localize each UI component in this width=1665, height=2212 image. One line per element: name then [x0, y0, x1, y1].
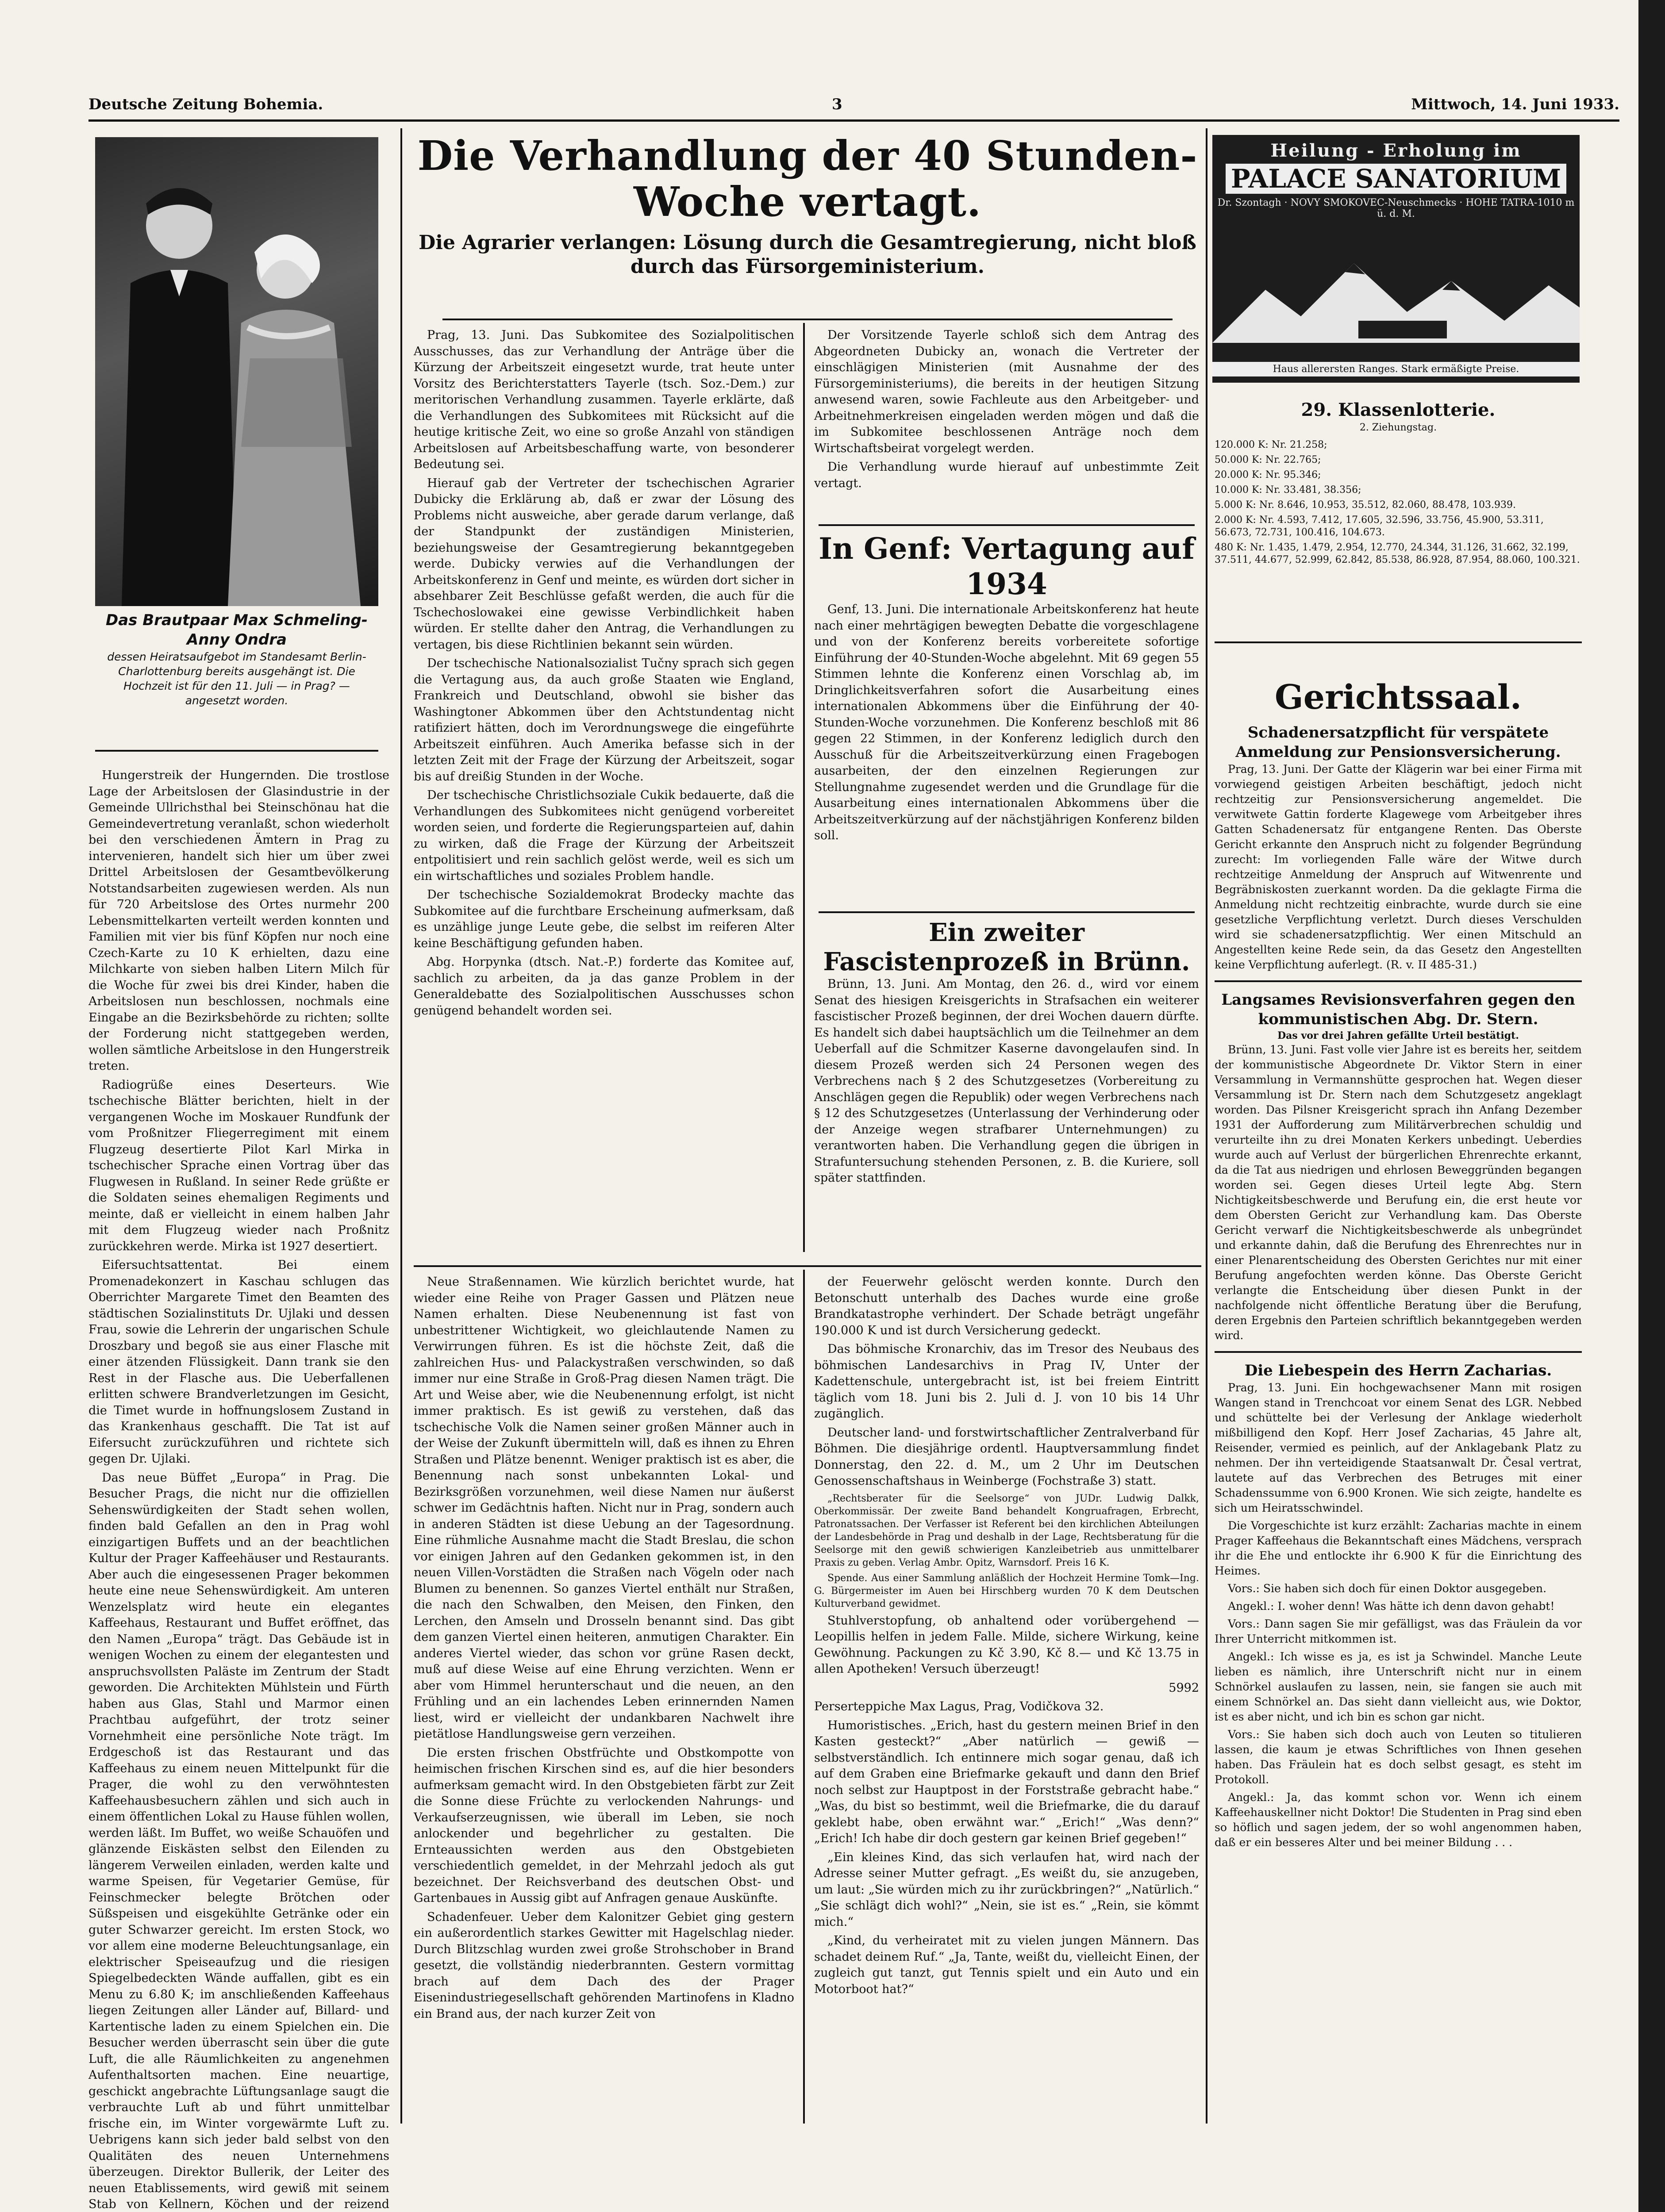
sanatorium-ad — [1212, 135, 1580, 383]
photo-caption-text: dessen Heiratsaufgebot im Standesamt Berlin-Charlottenburg bereits ausgehängt ist. Die Hochzeit ist für den 11. Juli — in Prag? — angesetzt worden. — [107, 650, 366, 707]
lead-para: Abg. Horpynka (dtsch. Nat.-P.) forderte das Komitee auf, sachlich zu arbeiten, da ja das ganze Problem in der Generaldebatte des Sozialpolitischen Ausschusses schon genügend behandelt worden sei. — [414, 955, 794, 1018]
lottery-line: 5.000 K: Nr. 8.646, 10.953, 35.512, 82.060, 88.478, 103.939. — [1215, 499, 1516, 511]
lead-para: Prag, 13. Juni. Das Subkomitee des Sozialpolitischen Ausschusses, das zur Verhandlung der Anträge über die Kürzung der Arbeitszeit eingesetzt wurde, trat heute unter Vorsitz des Berichterstatters Tayerle (tsch. Soz.-Dem.) zur meritorischen Verhandlung zusammen. Tayerle erklärte, daß die Verhandlungen des Subkomitees mit Rücksicht auf die heutige kritische Zeit, wo eine so große Anzahl von ständigen Arbeitslosen auf Arbeitsbeschaffung warte, von besonderer Bedeutung sei. — [414, 328, 794, 471]
column-1 — [88, 768, 389, 2211]
column-bottom-mid — [814, 1274, 1199, 2119]
article-eifersucht: Eifersuchtsattentat. Bei einem Promenadekonzert in Kaschau schlugen das Oberrichter Margarete Timet den Beamten des städtischen Sozialinstituts Dr. Ujlaki und dessen Frau, sowie die Lehrerin der ungarischen Schule Droszbary und begoß sie aus einer Flasche mit einer ätzenden Flüssigkeit. Dann trank sie den Rest in der Flasche aus. Die Ueberfallenen erlitten schwere Brandverletzungen im Gesicht, die Timet wurde in hoffnungslosem Zustand in das Krankenhaus geschafft. Die Tat ist auf Eifersucht zurückzuführen und richtete sich gegen Dr. Ujlaki. — [88, 1258, 389, 1466]
ad-line4: Haus allerersten Ranges. Stark ermäßigte Preise. — [1212, 362, 1580, 376]
gericht-para: Angekl.: Ja, das kommt schon vor. Wenn ich einem Kaffeehauskellner nicht Doktor! Die Studenten in Prag sind eben so höflich und sagen jedem, der so wohl angenommen haben, daß er ein besseres Alter und bei meiner Bildung . . . — [1215, 1791, 1582, 1849]
lead-header — [414, 133, 1201, 323]
ad-number: 5992 — [1169, 1681, 1199, 1695]
issue-date: Mittwoch, 14. Juni 1933. — [1411, 96, 1619, 113]
lottery-line: 480 K: Nr. 1.435, 1.479, 2.954, 12.770, 24.344, 31.126, 31.662, 32.199, 37.511, 44.677, 52.999, 62.842, 85.538, 86.928, 87.954, 88.060, 100.321. — [1215, 541, 1580, 565]
column-rule — [1206, 128, 1207, 2124]
text-block: der Feuerwehr gelöscht werden konnte. Durch den Betonschutt unterhalb des Daches wurde eine große Brandkatastrophe verhindert. Der Schade beträgt ungefähr 190.000 K und ist durch Versicherung gedeckt. — [814, 1275, 1199, 1337]
gericht-para: Angekl.: I. woher denn! Was hätte ich denn davon gehabt! — [1228, 1600, 1555, 1613]
page-number: 3 — [832, 96, 842, 113]
article-schadenfeuer: Schadenfeuer. Ueber dem Kalonitzer Gebiet ging gestern ein außerordentlich starkes Gewitter mit Hagelschlag nieder. Durch Blitzschlag wurden zwei große Strohschober in Brand gesetzt, die vollständig niederbrannten. Gestern vormittag brach auf dem Dach des der Prager Eisenindustriegesellschaft gehörenden Martinofens in Kladno ein Brand aus, der nach kurzer Zeit von — [414, 1910, 794, 2021]
text-block: „Rechtsberater für die Seelsorge“ von JUDr. Ludwig Dalkk, Oberkommissär. Der zweite Band behandelt Kongruafragen, Erbrecht, Patronatssachen. Der Verfasser ist Referent bei den kirchlichen Abteilungen der Landesbehörde in Prag und deshalb in der Lage, Rechtsberatung für die Seelsorge mit den gewiß schwierigen Kanzleibetrieb aus unmittelbarer Praxis zu geben. Verlag Ambr. Opitz, Warnsdorf. Preis 16 K. — [814, 1493, 1199, 1568]
text-block: Das böhmische Kronarchiv, das im Tresor des Neubaus des böhmischen Landesarchivs in Prag IV, Unter der Kadettenschule, untergebracht ist, ist bei freiem Eintritt täglich vom 18. Juni bis 2. Juli d. J. von 10 bis 14 Uhr zugänglich. — [814, 1342, 1199, 1421]
ad-text: Perserteppiche Max Lagus, Prag, Vodičkova 32. — [814, 1700, 1104, 1713]
gericht-sub2: Langsames Revisionsverfahren gegen den kommunistischen Abg. Dr. Stern. — [1221, 991, 1575, 1028]
photo-title: Das Brautpaar Max Schmeling-Anny Ondra — [106, 611, 368, 649]
text-block: Deutscher land- und forstwirtschaftlicher Zentralverband für Böhmen. Die diesjährige ordentl. Hauptversammlung findet Donnerstag, den 22. d. M., um 2 Uhr im Deutschen Genossenschaftshaus in Weinberge (Fochstraße 3) statt. — [814, 1425, 1199, 1488]
gericht-para: Vors.: Sie haben sich doch auch von Leuten so titulieren lassen, die kaum je etwas Schriftliches von Ihnen gesehen haben. Das Fräulein hat es doch selbst gesagt, es steht im Protokoll. — [1215, 1728, 1582, 1786]
couple-illustration — [95, 137, 378, 606]
column-rule — [803, 1270, 805, 2124]
divider — [819, 911, 1195, 913]
divider — [819, 524, 1195, 526]
brunn-article — [814, 918, 1199, 1259]
lead-subhead: Die Agrarier verlangen: Lösung durch die Gesamtregierung, nicht bloß durch das Fürsorgeministerium. — [419, 231, 1196, 278]
gericht-para: Vors.: Sie haben sich doch für einen Doktor ausgegeben. — [1228, 1582, 1547, 1595]
lead-para: Der tschechische Christlichsoziale Cukik bedauerte, daß die Verhandlungen des Subkomitees nicht genügend vorbereitet worden seien, und forderte die Regierungsparteien auf, dahin zu wirken, daß die Frage der Kürzung der Arbeitszeit entpolitisiert und rein sachlich gelöst werde, weil es sich um ein wirtschaftliches und soziales Problem handle. — [414, 788, 794, 883]
lead-col-left — [414, 327, 794, 1261]
lottery-line: 50.000 K: Nr. 22.765; — [1215, 454, 1321, 465]
ad-line3: Dr. Szontagh · NOVY SMOKOVEC-Neuschmecks · HOHE TATRA-1010 m ü. d. M. — [1217, 197, 1575, 219]
lottery-day: 2. Ziehungstag. — [1359, 422, 1437, 433]
wedding-photo — [95, 137, 378, 606]
genf-headline: In Genf: Vertagung auf 1934 — [819, 531, 1195, 601]
lottery-line: 2.000 K: Nr. 4.593, 7.412, 17.605, 32.596, 33.756, 45.900, 53.311, 56.673, 72.731, 100.416, 104.673. — [1215, 514, 1544, 538]
text-block: „Kind, du verheiratet mit zu vielen jungen Männern. Das schadet deinem Ruf.“ „Ja, Tante, weißt du, vielleicht Einen, der zugleich gut tanzt, gut Tennis spielt und ein Auto und ein Motorboot hat?“ — [814, 1934, 1199, 1996]
column-rule — [400, 128, 402, 2124]
ad-text: Stuhlverstopfung, ob anhaltend oder vorübergehend — Leopillis helfen in jedem Falle. Milde, sichere Wirkung, keine Gewöhnung. Packungen zu Kč 3.90, Kč 8.— und Kč 13.75 in allen Apotheken! Versuch überzeugt! — [814, 1613, 1199, 1676]
divider — [1215, 641, 1582, 643]
mountain-icon — [1212, 254, 1580, 343]
lottery-line: 10.000 K: Nr. 33.481, 38.356; — [1215, 484, 1361, 495]
masthead — [88, 93, 1619, 122]
divider — [414, 1265, 1201, 1267]
gericht-para: Die Vorgeschichte ist kurz erzählt: Zacharias machte in einem Prager Kaffeehaus die Bekanntschaft eines Mädchens, versprach ihr die Ehe und entlockte ihr 6.900 K für die Einrichtung des Heimes. — [1215, 1519, 1582, 1577]
text-block: Humoristisches. „Erich, hast du gestern meinen Brief in den Kasten gesteckt?“ „Aber natürlich — gewiß — selbstverständlich. Ich entinnere mich sogar genau, daß ich auf dem Graben eine Briefmarke gekauft und dann den Brief noch selbst zur Hauptpost in der Forststraße gebracht habe.“ „Was, du bist so bestimmt, weil die Briefmarke, die du darauf geklebt habe, oben erwähnt war.“ „Erich!“ „Was denn?“ „Erich! Ich habe dir doch gestern gar keinen Brief gegeben!“ — [814, 1718, 1199, 1845]
gericht-para: Brünn, 13. Juni. Fast volle vier Jahre ist es bereits her, seitdem der kommunistische Abgeordnete Dr. Viktor Stern in einer Versammlung in Vermannshütte gesprochen hat. Wegen dieser Versammlung ist Dr. Stern nach dem Schutzgesetz angeklagt worden. Das Pilsner Kreisgericht sprach ihn Anfang Dezember 1931 der Aufforderung zum Militärverbrechen schuldig und verurteilte ihn zu drei Monaten Kerkers unbedingt. Ueberdies wurde auch auf Verlust der bürgerlichen Ehrenrechte erkannt, da die Tat aus niedrigen und ehrlosen Beweggründen begangen worden sei. Gegen dieses Urteil legte Abg. Stern Nichtigkeitsbeschwerde und Berufung ein, die erst heute vor dem Obersten Gericht zur Verhandlung kam. Das Oberste Gericht verwarf die Nichtigkeitsbeschwerde als unbegründet und erkannte dahin, daß die Berufung des Ehrenrechtes nur in einer Plenarentscheidung des Obersten Gerichtes nur mit einer Berufung angefochten werden könne. Das Oberste Gericht verlangte die Entscheidung über diesen Punkt in der nachfolgende nicht öffentliche Beratung über die Berufung, deren Ergebnis den Parteien schriftlich bekanntgegeben werden wird. — [1215, 1043, 1582, 1342]
gericht-title: Gerichtssaal. — [1274, 677, 1522, 717]
lead-headline: Die Verhandlung der 40 Stunden-Woche vertagt. — [417, 132, 1198, 226]
ad-line2: PALACE SANATORIUM — [1226, 164, 1566, 194]
brunn-headline: Ein zweiter Fascistenprozeß in Brünn. — [823, 918, 1190, 976]
article-radiogruesse: Radiogrüße eines Deserteurs. Wie tschechische Blätter berichten, hielt in der vergangenen Woche im Moskauer Rundfunk der vom Proßnitzer Fliegerregiment mit einem Flugzeug desertierte Pilot Karl Mirka in tschechischer Sprache einen Vortrag über das Flugwesen in Rußland. In seiner Rede grüßte er die Soldaten seines ehemaligen Regiments und meinte, daß er vielleicht in einem halben Jahr mit dem Flugzeug wieder nach Proßnitz zurückkehren werde. Mirka ist 1927 desertiert. — [88, 1078, 389, 1253]
scan-edge — [1638, 0, 1665, 2212]
text-block: Spende. Aus einer Sammlung anläßlich der Hochzeit Hermine Tomk—Ing. G. Bürgermeister im Auen bei Hirschberg wurden 70 K dem Deutschen Kulturverband gewidmet. — [814, 1572, 1199, 1609]
genf-article — [814, 531, 1199, 907]
lead-para: Die Verhandlung wurde hierauf auf unbestimmte Zeit vertagt. — [814, 460, 1199, 490]
gericht-para: Vors.: Dann sagen Sie mir gefälligst, was das Fräulein da vor Ihrer Unterricht mitkommen ist. — [1215, 1617, 1582, 1645]
article-strassennamen: Neue Straßennamen. Wie kürzlich berichtet wurde, hat wieder eine Reihe von Prager Gassen und Plätzen neue Namen erhalten. Diese Neubenennung ist fast von unbestrittener Wichtigkeit, wo gleichlautende Namen zu Verwirrungen führen. Es ist die höchste Zeit, daß die zahlreichen Hus- und Palackystraßen verschwinden, so daß immer nur eine Straße in Groß-Prag diesen Namen trägt. Die Art und Weise aber, wie die Neubenennung erfolgt, ist nicht immer praktisch. Es ist gewiß zu verstehen, daß das tschechische Volk die Namen seiner großen Männer auch in der Weise der Zukunft übermitteln will, daß es ihnen zu Ehren Straßen und Plätze benennt. Weniger praktisch ist es aber, die Benennung nach sonst unbekannten Lokal- und Bezirksgrößen vorzunehmen, weil diese Namen nur äußerst schwer im Gedächtnis haften. Nicht nur in Prag, sondern auch in anderen Städten ist diese Uebung an der Tagesordnung. Eine rühmliche Ausnahme macht die Stadt Breslau, die schon vor einigen Jahren auf den Gedanken gekommen ist, in den neuen Villen-Vorstädten die Straßen nach Vögeln oder nach Blumen zu benennen. So ganzes Viertel enthält nur Straßen, die nach den Schwalben, den Meisen, den Finken, den Lerchen, den Amseln und Drosseln benannt sind. Das gibt dem ganzen Viertel einen heiteren, anmutigen Charakter. Ein anderes Viertel wieder, das schon vor grüne Rasen deckt, muß auf diese Weise auf eine Ehrung verzichten. Wenn er aber vom Himmel herunterschaut und die neuen, an den Frühling und an ein lachendes Leben erinnernden Namen liest, wird er vielleicht der undankbaren Nachwelt ihre pietätlose Handlungsweise gern verzeihen. — [414, 1275, 794, 1741]
article-obst: Die ersten frischen Obstfrüchte und Obstkompotte von heimischen frischen Kirschen sind es, auf die hier besonders aufmerksam gemacht wird. In den Obstgebieten färbt zur Zeit die Sonne diese Früchte zu verlockenden Nahrungs- und Verkaufserzeugnissen, wie überall im Leben, sie noch anlockender und begehrlicher zu gestalten. Die Ernteaussichten werden aus den Obstgebieten verschiedentlich gemeldet, in der Mehrzahl jedoch als gut bezeichnet. Der Reichsverband des deutschen Obst- und Gartenbaues in Aussig gibt auf Anfragen genaue Auskünfte. — [414, 1746, 794, 1905]
gericht-para: Angekl.: Ich wisse es ja, es ist ja Schwindel. Manche Leute lieben es nämlich, ihre Unterschrift nicht nur in einem Schnörkel auslaufen zu lassen, nein, sie fangen sie auch mit einem Schnörkel an. Das sieht dann vielleicht aus, wie Doktor, ist es aber nicht, und ich bin es schon gar nicht. — [1215, 1650, 1582, 1723]
text-block: „Ein kleines Kind, das sich verlaufen hat, wird nach der Adresse seiner Mutter gefragt. „Es weißt du, sie anzugeben, um laut: „Sie würden mich zu ihr zurückbringen?“ „Natürlich.“ „Sie schlägt dich wohl?“ „Nein, sie ist es.“ „Rein, sie kömmt mich.“ — [814, 1850, 1199, 1929]
gericht-sub2b: Das vor drei Jahren gefällte Urteil bestätigt. — [1277, 1030, 1519, 1041]
gericht-sub3: Die Liebespein des Herrn Zacharias. — [1244, 1362, 1552, 1379]
article-europa: Das neue Büffet „Europa“ in Prag. Die Besucher Prags, die nicht nur die offiziellen Sehenswürdigkeiten der Stadt sehen wollen, finden bald Gefallen an den in Prag wohl einzigartigen Buffets und an der beachtlichen Kultur der Prager Kaffeehäuser und Restaurants. Aber auch die eingesessenen Prager bekommen heute eine neue Sehenswürdigkeit. Am unteren Wenzelsplatz wird heute ein elegantes Kaffeehaus, Restaurant und Buffet eröffnet, das den Namen „Europa“ trägt. Das Gebäude ist in wenigen Wochen zu einem der elegantesten und anspruchsvollsten Paläste im Zentrum der Stadt geworden. Die Architekten Mühlstein und Fürth haben aus Glas, Stahl und Marmor einen Prachtbau aufgeführt, der trotz seiner Vornehmheit eine persönliche Note trägt. Im Erdgeschoß ist das Restaurant und das Kaffeehaus zu einem neuen Mittelpunkt für die Prager, die wohl zu den verwöhntesten Kaffeehausbesuchern zählen und sich auch in einem öffentlichen Lokal zu Hause fühlen wollen, werden läßt. Im Buffet, wo weiße Schauöfen und glänzende Eiskästen selbst den Eilenden zu längerem Verweilen einladen, werden kalte und warme Speisen, für Vegetarier Gemüse, für Feinschmecker belegte Brötchen oder Süßspeisen und eisgekühlte Getränke oder ein guter Schwarzer gereicht. Im ersten Stock, wo vor allem eine moderne Beleuchtungsanlage, ein elektrischer Speiseaufzug und die riesigen Spiegelbedeckten Wände auffallen, gibt es ein Menu zu 6.80 K; im anschließenden Kaffeehaus liegen Zeitungen aller Länder auf, Billard- und Kartentische laden zu einem Spielchen ein. Die Besucher werden überrascht sein über die gute Luft, die alle Räumlichkeiten zu angenehmen Aufenthaltsorten machen. Eine neuartige, geschickt angebrachte Lüftungsanlage saugt die verbrauchte Luft ab und führt unmittelbar frische ein, im Winter vorgewärmte Luft zu. Uebrigens kann sich jeder bald selbst von den Qualitäten des neuen Unternehmens überzeugen. Direktor Bullerik, der Leiter des neuen Etablissements, wird gewiß mit seinem Stab von Kellnern, Köchen und der reizend — [88, 1471, 389, 2211]
lottery-title: 29. Klassenlotterie. — [1301, 399, 1496, 420]
gericht-para: Prag, 13. Juni. Der Gatte der Klägerin war bei einer Firma mit vorwiegend geistigen Arbeiten beschäftigt, jedoch nicht rechtzeitig zur Pensionsversicherung angemeldet. Die verwitwete Gattin forderte Klagewege vom Arbeitgeber ihres Gatten Schadenersatz für entgangene Renten. Das Oberste Gericht erkannte den Anspruch nicht zu folgender Begründung zurecht: Im vorliegenden Falle wäre der Witwe durch rechtzeitige Anmeldung der Anspruch auf Witwenrente und Begräbniskosten zuerkannt worden. Da die geklagte Firma die Anmeldung nicht rechtzeitig einbrachte, wurde durch sie eine gesetzliche Verpflichtung verletzt. Durch dieses Verschulden wird sie schadenersatzpflichtig. Wer einen Mitschuld an Angestellten keine Rede sein, da das Gesetz den Angestellten keine Verpflichtung auferlegt. (R. v. II 485-31.) — [1215, 763, 1582, 971]
gericht-para: Prag, 13. Juni. Ein hochgewachsener Mann mit rosigen Wangen stand in Trenchcoat vor einem Senat des LGR. Nebbed und schüttelte bei der Verlesung der Anklage wiederholt mißbilligend den Kopf. Herr Josef Zacharias, 45 Jahre alt, Reisender, vermied es peinlich, auf der Anklagebank Platz zu nehmen. Der ihn verteidigende Staatsanwalt Dr. Česal vertrat, lautete auf das Verbrechen des Betruges mit einer Schadenssumme von 6.900 Kronen. Wie sich zeigte, handelte es sich um Heiratsschwindel. — [1215, 1381, 1582, 1514]
lead-para: Der tschechische Nationalsozialist Tučny sprach sich gegen die Vertagung aus, da auch große Staaten wie England, Frankreich und Deutschland, obwohl sie bisher das Washingtoner Abkommen über den Achtstundentag nicht ratifiziert hätten, doch im Verordnungswege die eingeführte Arbeitszeit einführen. Auch Amerika befasse sich in der letzten Zeit mit der Frage der Kürzung der Arbeitszeit, sogar bis auf dreißig Stunden in der Woche. — [414, 657, 794, 783]
brunn-para: Brünn, 13. Juni. Am Montag, den 26. d., wird vor einem Senat des hiesigen Kreisgerichts in Strafsachen ein weiterer fascistischer Prozeß beginnen, der drei Wochen dauern dürfte. Es handelt sich dabei hauptsächlich um die Teilnehmer an dem Ueberfall auf die Schmitzer Kaserne davongelaufen sind. In diesem Prozeß werden sich 24 Personen wegen des Verbrechens nach § 2 des Schutzgesetzes (Vorbereitung zu Anschlägen gegen die Republik) oder wegen Verbrechens nach § 12 des Schutzgesetzes (Unterlassung der Verhinderung oder der Anzeige wegen strafbarer Unternehmungen) zu verantworten haben. Die Verhandlung gegen die übrigen in Strafuntersuchung stehenden Personen, z. B. die Kuriere, soll später stattfinden. — [814, 977, 1199, 1185]
divider — [95, 750, 378, 752]
lottery — [1215, 400, 1582, 573]
gerichtssaal — [1215, 677, 1582, 2119]
gericht-sub1: Schadenersatzpflicht für verspätete Anmeldung zur Pensionsversicherung. — [1235, 724, 1561, 761]
divider — [442, 319, 1173, 320]
photo-caption — [95, 611, 378, 708]
lottery-line: 120.000 K: Nr. 21.258; — [1215, 439, 1327, 450]
lead-para: Der Vorsitzende Tayerle schloß sich dem Antrag des Abgeordneten Dubicky an, wonach die Vertreter der einschlägigen Ministerien (mit Ausnahme der des Fürsorgeministeriums), die bereits in der heutigen Sitzung anwesend waren, sowie Fachleute aus den Arbeitgeber- und Arbeitnehmerkreisen eingeladen werden mögen und daß die im Subkomitee beschlossenen Anträge noch dem Wirtschaftsbeirat vorgelegt werden. — [814, 328, 1199, 455]
lead-para: Hierauf gab der Vertreter der tschechischen Agrarier Dubicky die Erklärung ab, daß er zwar der Lösung des Problems nicht ausweiche, aber gerade darum verlange, daß der Standpunkt der zuständigen Ministerien, beziehungsweise der Gesamtregierung bekanntgegeben werde. Dubicky verwies auf die Verhandlungen der Arbeitskonferenz in Genf und meinte, es würden dort sicher in absehbarer Zeit Beschlüsse gefaßt werden, die auch für die Tschechoslowakei eine gewisse Verbindlichkeit haben würden. Er stellte daher den Antrag, die Verhandlungen zu vertagen, bis diese Richtlinien bekannt sein würden. — [414, 476, 794, 652]
column-bottom-left — [414, 1274, 794, 2119]
paper-name: Deutsche Zeitung Bohemia. — [88, 96, 323, 113]
divider — [1215, 1351, 1582, 1353]
article-hungerstreik: Hungerstreik der Hungernden. Die trostlose Lage der Arbeitslosen der Glasindustrie in der Gemeinde Ullrichsthal bei Steinschönau hat die Gemeindevertretung veranlaßt, schon wiederholt bei den verschiedenen Ämtern in Prag zu intervenieren, handelt sich hier um über zwei Drittel Arbeitslosen der Gesamtbevölkerung Notstandsarbeiten zugewiesen werden. Als nun für 720 Arbeitslose des Ortes nurmehr 200 Lebensmittelkarten verteilt werden konnten und Familien mit vier bis fünf Köpfen nur noch eine Czech-Karte zu 10 K erhielten, dazu eine Milchkarte von sieben halben Litern Milch für die Woche für zwei bis drei Kinder, haben die Arbeitslosen nun beschlossen, nochmals eine Eingabe an die Bezirksbehörde zu richten; sollte der Forderung nicht stattgegeben werden, wollen sämtliche Arbeitslose in den Hungerstreik treten. — [88, 768, 389, 1073]
genf-para: Genf, 13. Juni. Die internationale Arbeitskonferenz hat heute nach einer mehrtägigen bewegten Debatte die vorgeschlagene und von der Konferenz bereits vorbereitete sofortige Einführung der 40-Stunden-Woche abgelehnt. Mit 69 gegen 55 Stimmen lehnte die Konferenz einen Vorschlag ab, im Dringlichkeitsverfahren sofort die Ausarbeitung eines internationalen Abkommens über die Einführung der 40-Stunden-Woche vorzunehmen. Die Konferenz beschloß mit 86 gegen 22 Stimmen, in der Konferenz lediglich durch den Ausschuß für die Arbeitszeitverkürzung einen Fragebogen ausarbeiten, der den einzelnen Regierungen zur Stellungnahme zugesendet werden und die Grundlage für die Ausarbeitung eines internationalen Abkommens über die Arbeitszeitverkürzung auf der nächstjährigen Konferenz bilden soll. — [814, 603, 1199, 842]
column-rule — [803, 323, 805, 1252]
lead-para: Der tschechische Sozialdemokrat Brodecky machte das Subkomitee auf die furchtbare Erscheinung aufmerksam, daß es unzählige junge Leute gebe, die selbst im reiferen Alter keine Beschäftigung gefunden haben. — [414, 888, 794, 950]
divider — [1215, 980, 1582, 982]
ad-line1: Heilung - Erholung im — [1270, 140, 1522, 161]
lottery-line: 20.000 K: Nr. 95.346; — [1215, 469, 1321, 480]
lead-col-right — [814, 327, 1199, 522]
